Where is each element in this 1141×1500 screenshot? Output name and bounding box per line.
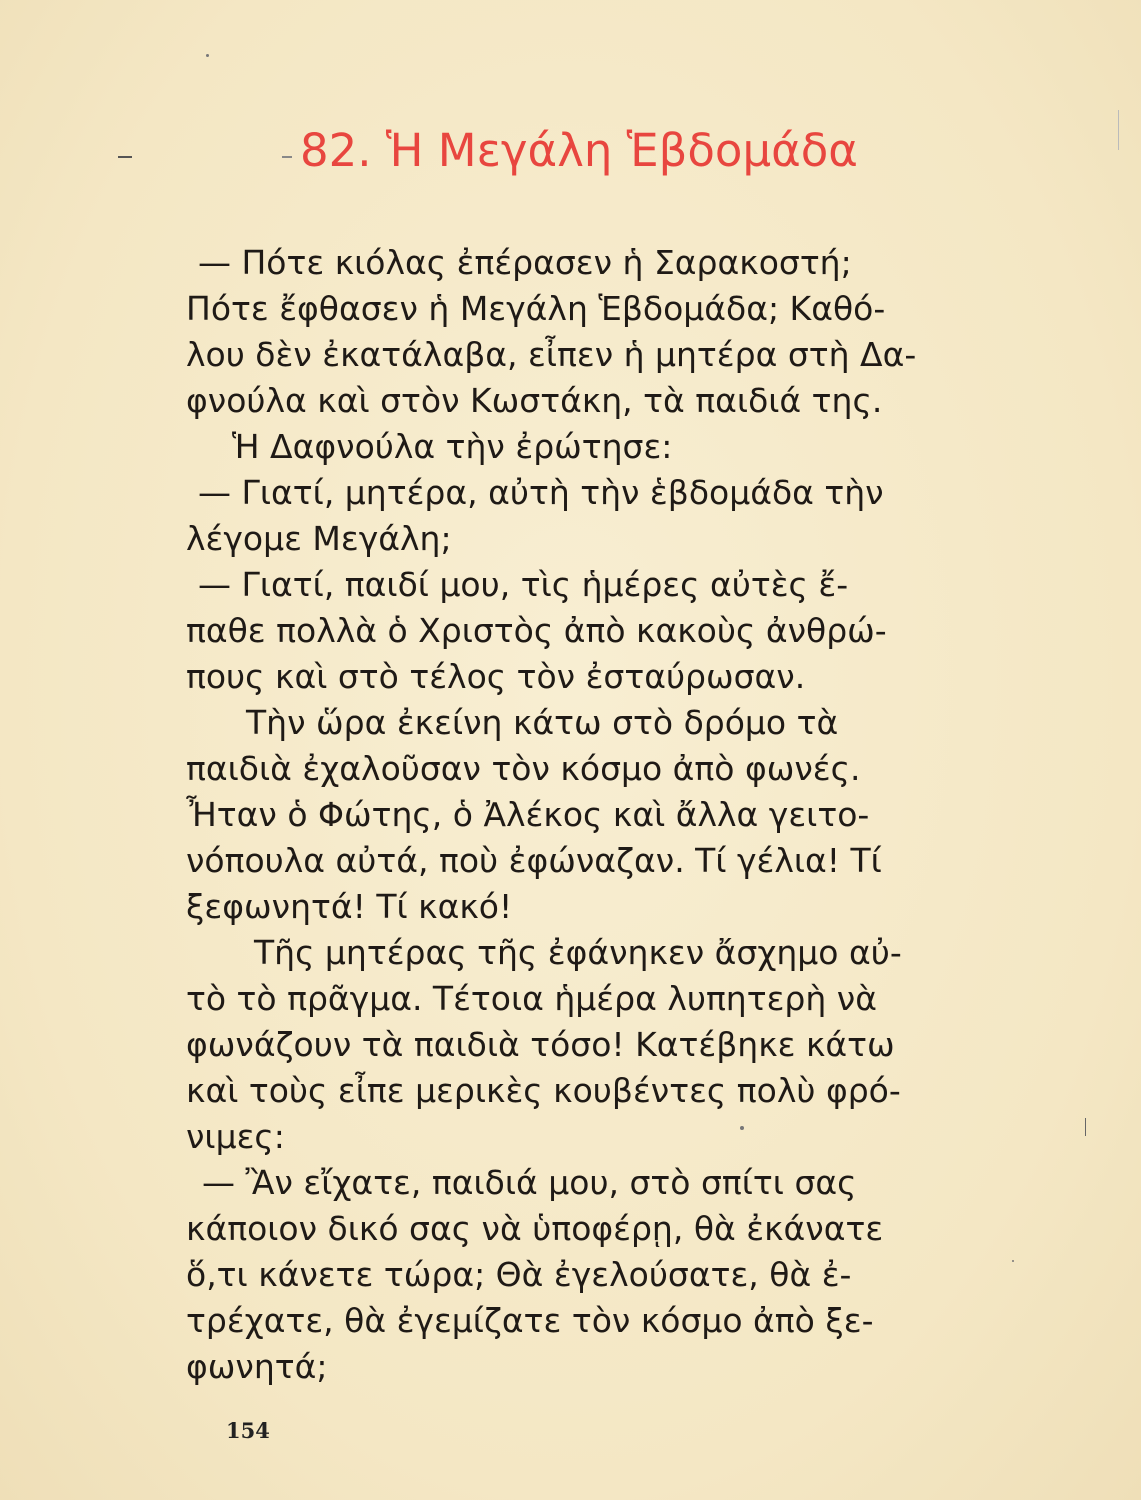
ink-speck [740,1126,744,1130]
text-line: ξεφωνητά! Τί κακό! [186,887,513,926]
text-line: — Γιατί, μητέρα, αὐτὴ τὴν ἑβδομάδα τὴν [198,473,884,512]
margin-dash-mark [118,156,132,158]
text-line: Ἡ Δαφνούλα τὴν ἐρώτησε: [232,427,673,466]
text-line: φνούλα καὶ στὸν Κωστάκη, τὰ παιδιά της. [186,381,883,420]
text-line: — Γιατί, παιδί μου, τὶς ἡμέρες αὐτὲς ἔ- [198,565,849,604]
page-edge-mark [1085,1118,1086,1136]
text-line: — Πότε κιόλας ἐπέρασεν ἡ Σαρακοστή; [198,243,852,282]
text-line: φωνάζουν τὰ παιδιὰ τόσο! Κατέβηκε κάτω [186,1025,895,1064]
text-line: κάποιον δικό σας νὰ ὑποφέρῃ, θὰ ἐκάνατε [186,1209,884,1248]
text-line: τὸ τὸ πρᾶγμα. Τέτοια ἡμέρα λυπητερὴ νὰ [186,979,877,1018]
text-line: παθε πολλὰ ὁ Χριστὸς ἀπὸ κακοὺς ἀνθρώ- [186,611,887,650]
text-line: τρέχατε, θὰ ἐγεμίζατε τὸν κόσμο ἀπὸ ξε- [186,1301,874,1340]
text-line: νιμες: [186,1117,285,1156]
page-edge-mark [1118,110,1119,150]
text-line: ὅ,τι κάνετε τώρα; Θὰ ἐγελούσατε, θὰ ἐ- [186,1255,852,1294]
text-line: πους καὶ στὸ τέλος τὸν ἐσταύρωσαν. [186,657,806,696]
text-line: λου δὲν ἐκατάλαβα, εἶπεν ἡ μητέρα στὴ Δα- [186,335,917,374]
text-line: παιδιὰ ἐχαλοῦσαν τὸν κόσμο ἀπὸ φωνές. [186,749,861,788]
chapter-title: 82. Ἡ Μεγάλη Ἑβδομάδα [300,124,858,177]
page-number: 154 [226,1418,270,1443]
text-line: λέγομε Μεγάλη; [186,519,452,558]
text-line: Ἦταν ὁ Φώτης, ὁ Ἀλέκος καὶ ἄλλα γειτο- [186,795,870,834]
text-line: Τῆς μητέρας τῆς ἐφάνηκεν ἄσχημο αὐ- [254,933,902,972]
text-line: Πότε ἔφθασεν ἡ Μεγάλη Ἑβδομάδα; Καθό- [186,289,886,328]
text-line: καὶ τοὺς εἶπε μερικὲς κουβέντες πολὺ φρό- [186,1071,901,1110]
text-line: — Ἂν εἴχατε, παιδιά μου, στὸ σπίτι σας [202,1163,857,1202]
text-line: φωνητά; [186,1347,328,1386]
ink-speck [1012,1260,1014,1262]
margin-dash-mark-2 [282,156,292,158]
ink-speck [206,54,209,57]
text-line: νόπουλα αὐτά, ποὺ ἐφώναζαν. Τί γέλια! Τί [186,841,882,880]
text-line: Τὴν ὥρα ἐκείνη κάτω στὸ δρόμο τὰ [246,703,839,742]
